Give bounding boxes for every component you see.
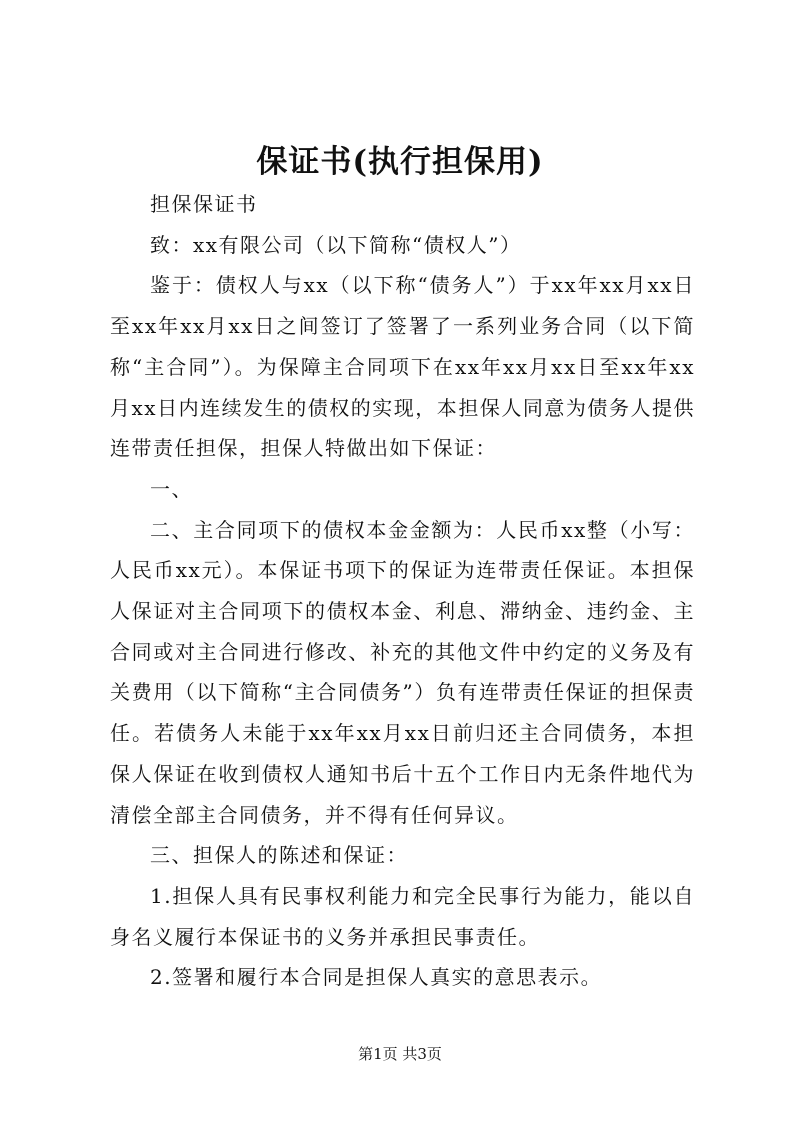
- document-title: 保证书(执行担保用): [256, 144, 544, 180]
- paragraph-addressee: 致：xx有限公司（以下简称“债权人”）: [150, 232, 522, 257]
- paragraph-clause-2: 二、主合同项下的债权本金金额为：人民币xx整（小写：人民币xx元）。本保证书项下的保证为连带责任保证。本担保人保证对主合同项下的债权本金、利息、滞纳金、违约金、主合同或对主合同进行修改、补充的其他文件中约定的义务及有关费用（以下简称“主合同债务”）负有连带责任保证的担保责任。若债务人未能于xx年xx月xx日前归还主合同债务，本担保人保证在收到债权人通知书后十五个工作日内无条件地代为清偿全部主合同债务，并不得有任何异议。: [110, 517, 695, 827]
- paragraph-clause-3: 三、担保人的陈述和保证：: [150, 843, 408, 868]
- paragraph-heading: 担保保证书: [150, 192, 258, 216]
- paragraph-whereas: 鉴于：债权人与xx（以下称“债务人”）于xx年xx月xx日至xx年xx月xx日之间签订了签署了一系列业务合同（以下简称“主合同”）。为保障主合同项下在xx年xx月xx日至xx年xx月xx日内连续发生的债权的实现，本担保人同意为债务人提供连带责任担保，担保人特做出如下保证：: [110, 273, 695, 461]
- paragraph-clause-3-2: 2.签署和履行本合同是担保人真实的意思表示。: [150, 965, 603, 990]
- page-footer: 第1页 共3页: [358, 1045, 442, 1063]
- document-body: [110, 184, 695, 998]
- paragraph-clause-1: 一、: [150, 476, 193, 501]
- paragraph-clause-3-1: 1.担保人具有民事权利能力和完全民事行为能力，能以自身名义履行本保证书的义务并承担民事责任。: [110, 883, 695, 949]
